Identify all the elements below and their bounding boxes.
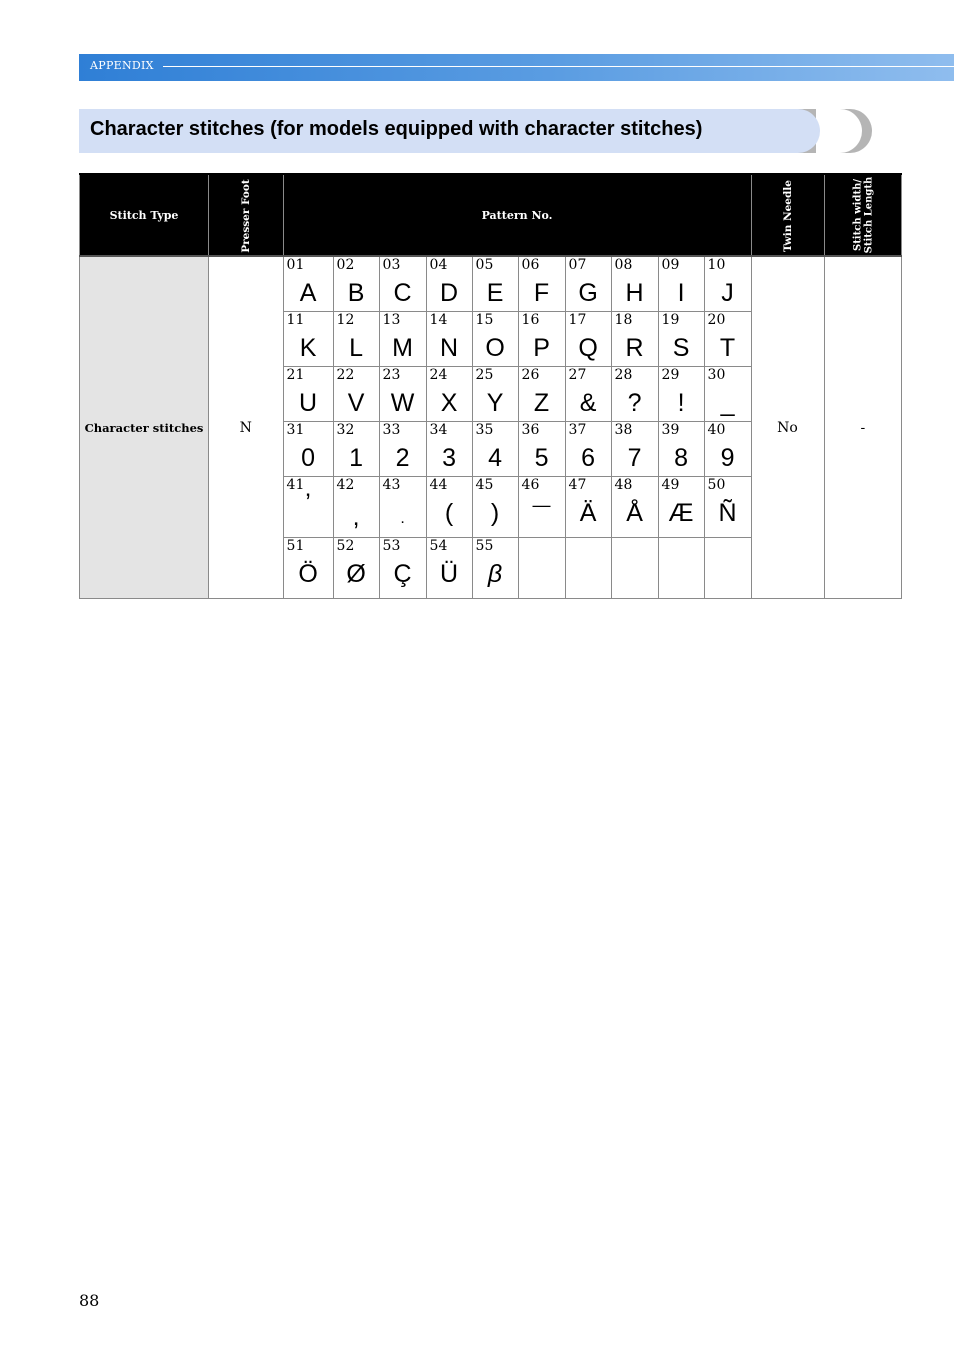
pattern-glyph: 9 (720, 444, 735, 472)
page-title: Character stitches (for models equipped with character stitches) (90, 118, 703, 140)
pattern-cell (704, 422, 751, 477)
pattern-glyph: 7 (627, 444, 642, 472)
pattern-number: 30 (707, 367, 726, 383)
pattern-cell (426, 367, 472, 422)
pattern-cell (333, 422, 379, 477)
pattern-number: 28 (614, 367, 633, 383)
pattern-cell (658, 477, 704, 538)
pattern-number: 18 (614, 312, 633, 328)
pattern-number: 05 (475, 257, 494, 273)
pattern-number: 13 (382, 312, 401, 328)
col-stitch-width (824, 174, 902, 256)
pattern-cell (379, 256, 426, 312)
pattern-glyph: 0 (301, 444, 315, 472)
pattern-glyph: 6 (581, 444, 595, 472)
pattern-cell (426, 422, 472, 477)
pattern-number: 21 (286, 367, 305, 383)
pattern-glyph: R (625, 334, 644, 362)
pattern-glyph: G (578, 279, 598, 307)
section-label: APPENDIX (90, 59, 154, 72)
pattern-cell (283, 477, 333, 538)
pattern-cell (658, 538, 704, 599)
pattern-glyph: 3 (442, 444, 456, 472)
pattern-number: 53 (382, 538, 401, 554)
pattern-number: 08 (614, 257, 633, 273)
pattern-cell (333, 256, 379, 312)
pattern-number: 02 (336, 257, 355, 273)
pattern-cell (611, 312, 658, 367)
pattern-number: 41 (286, 477, 305, 493)
stitch-width-cell: - (824, 256, 902, 599)
pattern-number: 03 (382, 257, 401, 273)
pattern-cell (283, 367, 333, 422)
pattern-number: 10 (707, 257, 726, 273)
pattern-cell (565, 256, 611, 312)
pattern-glyph: Ñ (718, 499, 737, 527)
table-header-row (80, 174, 902, 256)
pattern-glyph: S (672, 334, 690, 362)
pattern-cell (704, 367, 751, 422)
col-stitch-type: Stitch Type (80, 174, 209, 256)
pattern-number: 42 (336, 477, 355, 493)
presser-foot-cell: N (209, 256, 284, 599)
pattern-number: 33 (382, 422, 401, 438)
pattern-cell (518, 367, 565, 422)
appendix-header-bar (79, 54, 954, 81)
pattern-number: 27 (568, 367, 587, 383)
pattern-number: 37 (568, 422, 587, 438)
col-presser-foot-label: Presser Foot (239, 178, 252, 253)
pattern-cell (283, 256, 333, 312)
pattern-glyph: 5 (534, 444, 549, 472)
pattern-cell (472, 367, 518, 422)
pattern-number: 29 (661, 367, 680, 383)
pattern-cell (611, 538, 658, 599)
pattern-number: 54 (429, 538, 448, 554)
pattern-cell (565, 422, 611, 477)
pattern-cell (379, 367, 426, 422)
pattern-glyph: H (625, 279, 644, 307)
character-stitch-table (79, 173, 902, 599)
pattern-number: 44 (429, 477, 448, 493)
pattern-cell (379, 538, 426, 599)
pattern-number: 23 (382, 367, 401, 383)
pattern-glyph: K (299, 334, 317, 362)
pattern-cell (518, 477, 565, 538)
pattern-cell (565, 312, 611, 367)
pattern-cell (518, 312, 565, 367)
pattern-glyph: J (721, 279, 734, 307)
pattern-cell (611, 367, 658, 422)
col-stitch-width-line1: Stitch width/ (851, 178, 863, 252)
pattern-glyph: U (299, 389, 318, 417)
pattern-number: 14 (429, 312, 448, 328)
pattern-number: 32 (336, 422, 355, 438)
pattern-number: 06 (521, 257, 540, 273)
pattern-cell (426, 538, 472, 599)
pattern-number: 35 (475, 422, 494, 438)
pattern-number: 46 (521, 477, 540, 493)
col-twin-needle (751, 174, 824, 256)
pattern-number: 04 (429, 257, 448, 273)
pattern-number: 25 (475, 367, 494, 383)
pattern-glyph: A (299, 279, 317, 307)
pattern-number: 22 (336, 367, 355, 383)
pattern-glyph: M (392, 334, 413, 362)
pattern-glyph: B (347, 279, 365, 307)
col-twin-needle-label: Twin Needle (781, 179, 794, 252)
pattern-number: 01 (286, 257, 305, 273)
pattern-glyph: E (486, 279, 504, 307)
pattern-number: 16 (521, 312, 540, 328)
section-title-banner (79, 109, 872, 153)
pattern-cell (518, 256, 565, 312)
pattern-glyph: Q (578, 334, 598, 362)
pattern-glyph: _ (720, 389, 735, 417)
pattern-glyph: N (440, 334, 459, 362)
pattern-number: 40 (707, 422, 726, 438)
pattern-glyph: Ö (298, 560, 318, 588)
pattern-cell (333, 477, 379, 538)
pattern-glyph: & (579, 389, 597, 417)
pattern-cell (658, 422, 704, 477)
pattern-glyph: Ü (440, 560, 459, 588)
pattern-cell (565, 477, 611, 538)
pattern-cell (472, 256, 518, 312)
twin-needle-cell: No (751, 256, 824, 599)
pattern-cell (704, 538, 751, 599)
pattern-glyph: L (349, 334, 363, 362)
pattern-number: 48 (614, 477, 633, 493)
pattern-glyph: Ä (579, 499, 597, 527)
col-pattern-no: Pattern No. (283, 174, 751, 256)
pattern-cell (426, 256, 472, 312)
pattern-glyph: 4 (488, 444, 502, 472)
pattern-glyph: C (393, 279, 412, 307)
pattern-number: 26 (521, 367, 540, 383)
pattern-cell (379, 422, 426, 477)
pattern-cell (565, 367, 611, 422)
pattern-glyph: V (347, 389, 365, 417)
pattern-glyph: F (533, 279, 550, 307)
pattern-cell (472, 538, 518, 599)
pattern-cell (283, 422, 333, 477)
pattern-glyph: Å (626, 499, 643, 527)
pattern-number: 07 (568, 257, 587, 273)
pattern-cell (611, 256, 658, 312)
pattern-glyph: Ø (346, 560, 366, 588)
pattern-number: 11 (286, 312, 305, 328)
pattern-cell (704, 477, 751, 538)
pattern-cell (472, 422, 518, 477)
pattern-glyph: W (390, 389, 415, 417)
pattern-cell (333, 538, 379, 599)
pattern-number: 45 (475, 477, 494, 493)
pattern-glyph: Ç (393, 560, 412, 588)
pattern-cell (518, 422, 565, 477)
pattern-glyph: O (485, 334, 505, 362)
pattern-glyph: Y (486, 389, 504, 417)
pattern-cell (611, 422, 658, 477)
pattern-number: 24 (429, 367, 448, 383)
pattern-number: 36 (521, 422, 540, 438)
pattern-glyph: ) (490, 499, 500, 527)
pattern-number: 39 (661, 422, 680, 438)
pattern-cell (283, 538, 333, 599)
stitch-type-cell: Character stitches (80, 256, 209, 599)
pattern-cell (379, 312, 426, 367)
pattern-cell (379, 477, 426, 538)
pattern-number: 38 (614, 422, 633, 438)
col-presser-foot (209, 174, 284, 256)
pattern-glyph: Æ (668, 499, 694, 527)
pattern-glyph: . (400, 510, 405, 527)
pattern-number: 17 (568, 312, 587, 328)
pattern-glyph: ! (677, 389, 685, 417)
pattern-glyph: I (677, 279, 685, 307)
pattern-cell (472, 477, 518, 538)
pattern-cell (658, 256, 704, 312)
pattern-glyph: ? (627, 389, 642, 417)
pattern-cell (704, 312, 751, 367)
pattern-number: 55 (475, 538, 494, 554)
pattern-glyph: P (533, 334, 550, 362)
pattern-number: 51 (286, 538, 305, 554)
page-number: 88 (79, 1291, 100, 1310)
pattern-cell (333, 367, 379, 422)
pattern-glyph: 1 (349, 444, 363, 472)
pattern-number: 34 (429, 422, 448, 438)
pattern-glyph: 2 (395, 444, 410, 472)
title-banner-gap (816, 109, 862, 153)
pattern-number: 49 (661, 477, 680, 493)
pattern-cell (565, 538, 611, 599)
pattern-number: 15 (475, 312, 494, 328)
pattern-cell (333, 312, 379, 367)
pattern-number: 20 (707, 312, 726, 328)
col-stitch-width-line2: Stitch Length (862, 176, 874, 254)
pattern-cell (426, 312, 472, 367)
pattern-glyph: T (719, 334, 736, 362)
col-stitch-width-label (852, 177, 874, 254)
pattern-glyph: X (440, 389, 458, 417)
pattern-number: 09 (661, 257, 680, 273)
pattern-cell (283, 312, 333, 367)
pattern-number: 52 (336, 538, 355, 554)
pattern-cell (426, 477, 472, 538)
pattern-glyph: Z (533, 389, 550, 417)
pattern-number: 43 (382, 477, 401, 493)
pattern-glyph: 8 (674, 444, 688, 472)
pattern-cell (704, 256, 751, 312)
header-rule (163, 66, 954, 67)
pattern-number: 50 (707, 477, 726, 493)
pattern-glyph: , (352, 503, 360, 531)
pattern-glyph: — (532, 495, 551, 515)
pattern-glyph: β (487, 560, 503, 588)
pattern-glyph: ( (444, 499, 454, 527)
pattern-cell (472, 312, 518, 367)
pattern-cell (518, 538, 565, 599)
pattern-glyph: D (440, 279, 459, 307)
pattern-glyph: ’ (305, 489, 311, 517)
pattern-number: 19 (661, 312, 680, 328)
pattern-cell (658, 367, 704, 422)
pattern-number: 31 (286, 422, 305, 438)
pattern-number: 12 (336, 312, 355, 328)
pattern-cell (658, 312, 704, 367)
pattern-number: 47 (568, 477, 587, 493)
table-row (80, 256, 902, 312)
pattern-cell (611, 477, 658, 538)
